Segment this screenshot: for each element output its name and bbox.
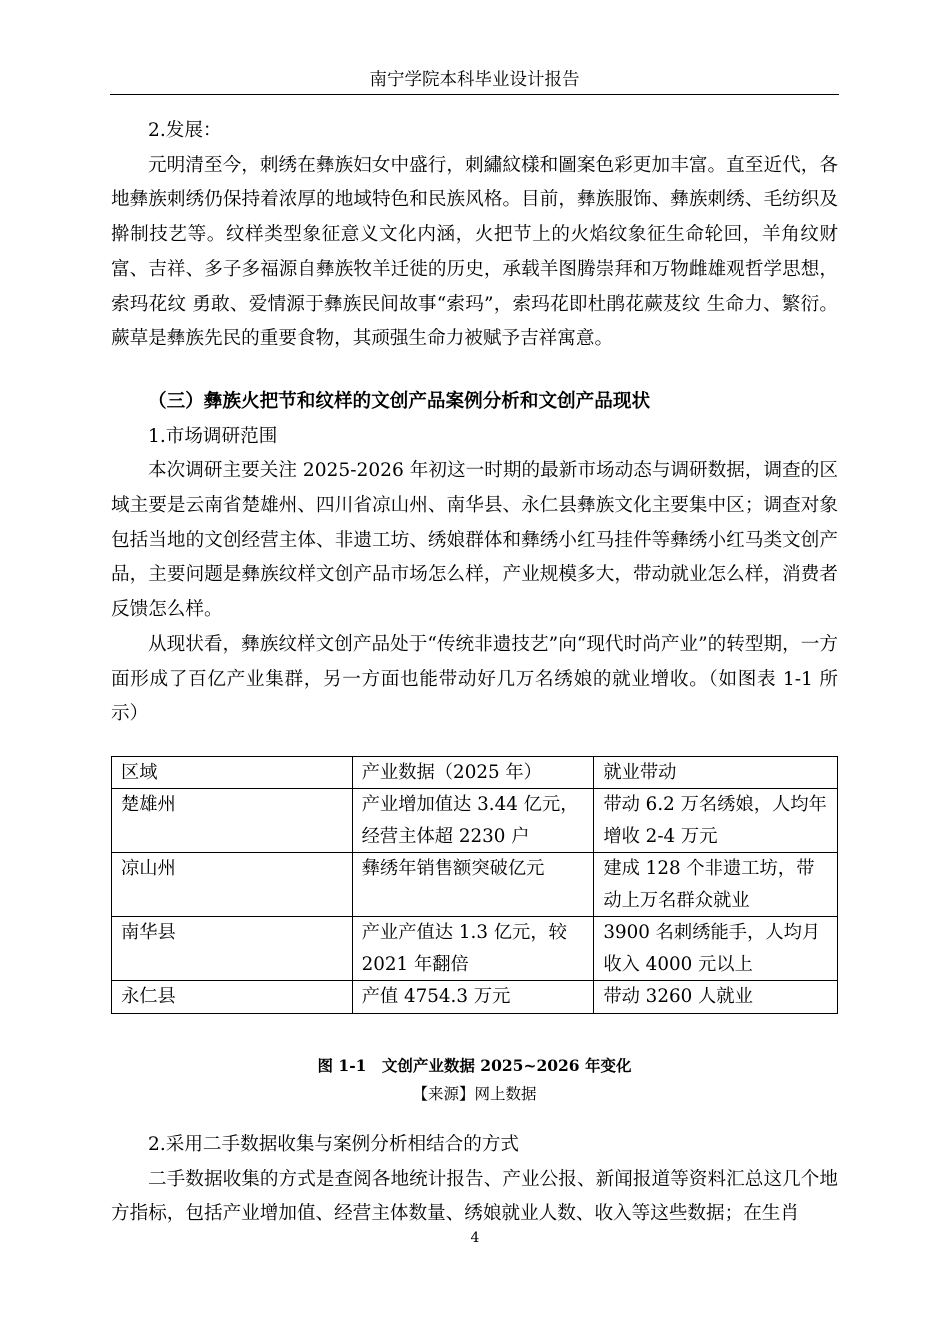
- paragraph-market-body: 本次调研主要关注 2025-2026 年初这一时期的最新市场动态与调研数据，调查的区域主要是云南省楚雄州、四川省凉山州、南华县、永仁县彝族文化主要集中区；调查对象包括当地的文创经营主体、非遗工坊、绣娘群体和彝绣小红马挂件等彝绣小红马类文创产品，主要问题是彝族纹样文创产品市场怎么样，产业规模多大，带动就业怎么样，消费者反馈怎么样。: [111, 460, 838, 621]
- paragraph-development-title: 2.发展：: [148, 120, 222, 141]
- table-cell: 建成 128 个非遗工坊，带动上万名群众就业: [594, 853, 838, 917]
- table-cell: 产业产值达 1.3 亿元，较 2021 年翻倍: [352, 917, 594, 981]
- table-cell: 产值 4754.3 万元: [352, 981, 594, 1014]
- table-cell: 产业增加值达 3.44 亿元，经营主体超 2230 户: [352, 789, 594, 853]
- table-header-cell: 产业数据（2025 年）: [352, 756, 594, 789]
- paragraph-market-title: 1.市场调研范围: [148, 425, 278, 447]
- table-row: [112, 917, 838, 981]
- table-cell: 带动 3260 人就业: [594, 981, 838, 1014]
- table-row: [112, 853, 838, 917]
- table-cell: 带动 6.2 万名绣娘，人均年增收 2-4 万元: [594, 789, 838, 853]
- table-cell: 南华县: [112, 917, 353, 981]
- table-header-row: [112, 756, 838, 789]
- paragraph-development-body: 元明清至今，刺绣在彝族妇女中盛行，刺繡紋樣和圖案色彩更加丰富。直至近代，各地彝族刺绣仍保持着浓厚的地域特色和民族风格。目前，彝族服饰、彝族刺绣、毛纺织及擀制技艺等。纹样类型象征意义文化内涵，火把节上的火焰纹象征生命轮回，羊角纹财富、吉祥、多子多福源自彝族牧羊迁徙的历史，承载羊图腾崇拜和万物雌雄观哲学思想，索玛花纹 勇敢、爱情源于彝族民间故事“索玛”，索玛花即杜鹃花蕨芨纹 生命力、繁衍。蕨草是彝族先民的重要食物，其顽强生命力被赋予吉祥寓意。: [111, 154, 838, 350]
- paragraph-method-title: 2.采用二手数据收集与案例分析相结合的方式: [148, 1133, 520, 1155]
- table-cell: 楚雄州: [112, 789, 353, 853]
- table-cell: 3900 名刺绣能手，人均月收入 4000 元以上: [594, 917, 838, 981]
- paragraph-method-body: 二手数据收集的方式是查阅各地统计报告、产业公报、新闻报道等资料汇总这几个地方指标，包括产业增加值、经营主体数量、绣娘就业人数、收入等这些数据；在生肖: [111, 1168, 838, 1225]
- section-heading: （三）彝族火把节和纹样的文创产品案例分析和文创产品现状: [148, 390, 651, 412]
- page-header: 南宁学院本科毕业设计报告: [110, 66, 839, 95]
- table-header-cell: 区域: [112, 756, 353, 789]
- table-row: [112, 789, 838, 853]
- table-caption: 图 1-1 文创产业数据 2025~2026 年变化: [317, 1055, 632, 1075]
- table-source: 【来源】网上数据: [412, 1084, 537, 1103]
- table-cell: 凉山州: [112, 853, 353, 917]
- table-cell: 彝绣年销售额突破亿元: [352, 853, 594, 917]
- document-body: [111, 114, 838, 1232]
- table-header-cell: 就业带动: [594, 756, 838, 789]
- table-cell: 永仁县: [112, 981, 353, 1014]
- paragraph-status-body: 从现状看，彝族纹样文创产品处于“传统非遗技艺”向“现代时尚产业”的转型期，一方面形成了百亿产业集群，另一方面也能带动好几万名绣娘的就业增收。（如图表 1-1 所示）: [111, 633, 838, 725]
- table-row: [112, 981, 838, 1014]
- industry-data-table: [111, 756, 838, 1014]
- page-number: 4: [470, 1230, 480, 1246]
